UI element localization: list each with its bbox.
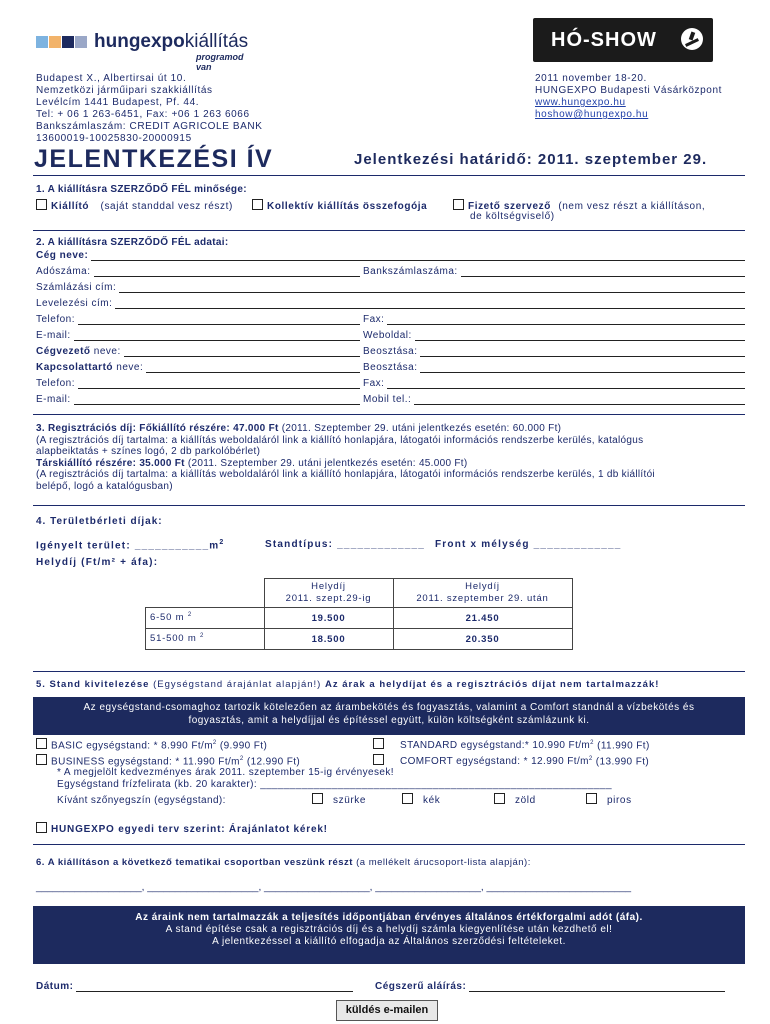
logo-squares-icon [36, 36, 92, 50]
business-checkbox[interactable] [36, 754, 47, 765]
beosztas-field[interactable] [363, 346, 745, 357]
address-line: Bankszámlaszám: CREDIT AGRICOLE BANK [36, 121, 263, 132]
carpet-zold: zöld [494, 793, 536, 807]
logo-text-a: hungexpo [94, 31, 185, 52]
section5-info-bar: Az egységstand-csomaghoz tartozik kötelezően az árambekötés és fogyasztás, valamint a Comfort standnál a vízbekötés és fogyasztás, amit a helydíjjal és építéssel együtt, külön költségként számlázunk ki. [33, 697, 745, 735]
event-venue: HUNGEXPO Budapesti Vásárközpont [535, 85, 723, 96]
col-header-early: Helydíj 2011. szept.29-ig [264, 579, 393, 608]
reg-fee-main-desc2: alapbeiktatás + színes logó, 2 db parkolóbérlet) [36, 446, 261, 457]
telefon2-field[interactable] [36, 378, 360, 389]
carpet-piros: piros [586, 793, 632, 807]
cegvezeto-suffix: neve: [93, 346, 121, 357]
szamlazasi-label: Számlázási cím: [36, 282, 117, 293]
front-melyseg-field[interactable] [435, 539, 622, 550]
cegvezeto-label: Cégvezető [36, 346, 91, 357]
kek-checkbox[interactable] [402, 793, 413, 804]
organizer-address [36, 73, 262, 145]
alairas-label: Cégszerű aláírás: [375, 981, 467, 992]
table-row: 6-50 m $^2$ 19.500 21.450 [146, 608, 573, 629]
address-line: Nemzetközi járműipari szakkiállítás [36, 85, 213, 96]
helydij-label: Helydíj (Ft/m² + áfa): [36, 557, 159, 568]
kapcsolattarto-field[interactable] [36, 362, 360, 373]
comfort-option: COMFORT egységstand: * 12.990 $Ft/m^2$ (13.990 Ft) [373, 753, 649, 768]
cegvezeto-field[interactable] [36, 346, 360, 357]
front-melyseg-label: Front x mélység _____________ [435, 539, 622, 550]
section1-heading: 1. A kiállításra SZERZŐDŐ FÉL minősége: [36, 184, 247, 195]
standtipus-field[interactable] [265, 539, 425, 550]
kollektiv-checkbox[interactable] [252, 199, 263, 210]
logo-text-b: kiállítás [184, 31, 249, 52]
email2-label: E-mail: [36, 394, 71, 405]
beosztas2-label: Beosztása: [363, 362, 418, 373]
reg-fee-co: Társkiállító részére: 35.000 Ft [36, 457, 185, 469]
reg-fee-main-late: (2011. Szeptember 29. utáni jelentkezés esetén: 60.000 Ft) [281, 423, 562, 434]
reg-fee-co-desc2: belépő, logó a katalógusban) [36, 480, 173, 492]
tematikai-fields[interactable]: ___________________, ____________________, ___________________, ___________________, __________________________ [36, 882, 632, 893]
page-title: JELENTKEZÉSI ÍV [34, 145, 274, 173]
egyedi-checkbox[interactable] [36, 822, 47, 833]
opt-kollektiv-label: Kollektív kiállítás összefogója [267, 201, 428, 212]
hoshow-logo [533, 18, 713, 62]
adoszam-field[interactable] [36, 266, 360, 277]
fax-label: Fax: [363, 314, 385, 325]
standard-option: STANDARD egységstand:* 10.990 $Ft/m^2$ (11.990 Ft) [373, 737, 650, 752]
basic-checkbox[interactable] [36, 738, 47, 749]
snowboarder-icon [681, 28, 703, 50]
helydij-table [145, 578, 573, 650]
ceg-field[interactable] [36, 250, 745, 261]
weboldal-label: Weboldal: [363, 330, 412, 341]
carpet-szurke: szürke [312, 793, 366, 807]
egyedi-option: HUNGEXPO egyedi terv szerint: Árajánlatot kérek! [36, 822, 328, 836]
hoshow-logo-text: HÓ-SHOW [551, 29, 657, 51]
igenyelt-terulet[interactable] [36, 539, 224, 551]
fax2-field[interactable] [363, 378, 745, 389]
carpet-kek: kék [402, 793, 440, 807]
fizeto-checkbox[interactable] [453, 199, 464, 210]
szamlazasi-field[interactable] [36, 282, 745, 293]
basic-option: BASIC egységstand: * 8.990 $Ft/m^2$ (9.990 Ft) [36, 737, 267, 752]
event-date: 2011 november 18-20. [535, 73, 647, 84]
standard-checkbox[interactable] [373, 738, 384, 749]
mobil-field[interactable] [363, 394, 745, 405]
section3 [36, 423, 748, 492]
event-email-link[interactable]: hoshow@hungexpo.hu [535, 109, 649, 120]
levelezesi-field[interactable] [36, 298, 745, 309]
section4-heading: 4. Területbérleti díjak: [36, 516, 163, 527]
ceg-label: Cég neve: [36, 250, 89, 261]
address-line: Levélcím 1441 Budapest, Pf. 44. [36, 97, 200, 108]
szurke-checkbox[interactable] [312, 793, 323, 804]
address-line: 13600019-10025830-20000915 [36, 133, 192, 144]
deadline: Jelentkezési határidő: 2011. szeptember 29. [354, 151, 708, 168]
email-field[interactable] [36, 330, 360, 341]
opt-kiallito-note: (saját standdal vesz részt) [100, 201, 233, 212]
zold-checkbox[interactable] [494, 793, 505, 804]
levelezesi-label: Levelezési cím: [36, 298, 113, 309]
reg-fee-main-desc: (A regisztrációs díj tartalma: a kiállítás weboldaláról link a kiállító honlapjára, látogatói információs rendszerbe kerülés, katalógus [36, 434, 644, 446]
bankszamla-label: Bankszámlaszáma: [363, 266, 458, 277]
opt-fizeto-note: (nem vesz részt a kiállításon, [558, 201, 706, 212]
telefon2-label: Telefon: [36, 378, 76, 389]
kapcsolattarto-label: Kapcsolattartó [36, 362, 114, 373]
discount-note: * A megjelölt kedvezményes árak 2011. szeptember 15-ig érvényesek! [57, 767, 394, 778]
piros-checkbox[interactable] [586, 793, 597, 804]
fax2-label: Fax: [363, 378, 385, 389]
mobil-label: Mobil tel.: [363, 394, 412, 405]
table-row: 51-500 m $^2$ 18.500 20.350 [146, 629, 573, 650]
kapcsolattarto-suffix: neve: [116, 362, 144, 373]
opt-fizeto-note2: de költségviselő) [470, 211, 555, 222]
opt-kiallito-label: Kiállító [51, 201, 90, 212]
kiallito-checkbox[interactable] [36, 199, 47, 210]
datum-field[interactable] [36, 981, 353, 992]
address-line: Budapest X., Albertirsai út 10. [36, 73, 187, 84]
carpet-label: Kívánt szőnyegszín (egységstand): [57, 795, 226, 806]
event-info [535, 73, 722, 121]
telefon-label: Telefon: [36, 314, 76, 325]
kollektiv-option [252, 199, 427, 213]
email-label: E-mail: [36, 330, 71, 341]
email2-field[interactable] [36, 394, 360, 405]
send-email-button[interactable]: küldés e-mailen [336, 1000, 438, 1021]
sup2: 2 [219, 539, 225, 546]
adoszam-label: Adószáma: [36, 266, 91, 277]
section6-heading: 6. A kiállításon a következő tematikai csoportban veszünk részt (a mellékelt árucsoport-lista alapján): [36, 857, 531, 868]
section5-heading: 5. Stand kivitelezése (Egységstand árajánlat alapján!) Az árak a helydíjat és a regisztrációs díjat nem tartalmazzák! [36, 679, 660, 690]
telefon-field[interactable] [36, 314, 360, 325]
event-web-link[interactable]: www.hungexpo.hu [535, 97, 626, 108]
reg-fee-co-desc: (A regisztrációs díj tartalma: a kiállítás weboldaláról link a kiállító honlapjára, látogatói információs rendszerbe kerülés, 1 db kiállítói [36, 469, 655, 480]
section2-heading: 2. A kiállításra SZERZŐDŐ FÉL adatai: [36, 237, 229, 248]
weboldal-field[interactable] [363, 330, 745, 341]
footer-bar: Az áraink nem tartalmazzák a teljesítés időpontjában érvényes általános értékforgalmi adót (áfa). A stand építése csak a regisztrációs díj és a helydíj számla kiegyenlítése után kezdhető el! A jelentkezéssel a kiállító elfogadja az Általános szerződési feltételeket. [33, 906, 745, 964]
alairas-field[interactable] [375, 981, 725, 992]
comfort-checkbox[interactable] [373, 754, 384, 765]
beosztas-label: Beosztása: [363, 346, 418, 357]
col-header-late: Helydíj 2011. szeptember 29. után [393, 579, 572, 608]
standtipus-label: Standtípus: _____________ [265, 539, 426, 550]
datum-label: Dátum: [36, 981, 74, 992]
business-option: BUSINESS egységstand: * 11.990 $Ft/m^2$ (12.990 Ft) [36, 753, 300, 768]
beosztas2-field[interactable] [363, 362, 745, 373]
opt-fizeto-label: Fizető szervező [468, 201, 551, 212]
friz-felirat-field[interactable]: Egységstand frízfelirata (kb. 20 karakter): ___________________________________________________________ [57, 779, 612, 790]
reg-fee-co-late: (2011. Szeptember 29. utáni jelentkezés esetén: 45.000 Ft) [187, 457, 468, 469]
logo-tagline: programod van [196, 52, 244, 72]
reg-fee-main: 3. Regisztrációs díj: Főkiállító részére: 47.000 Ft [36, 423, 279, 434]
address-line: Tel: + 06 1 263-6451, Fax: +06 1 263 6066 [36, 109, 250, 120]
igenyelt-label: Igényelt terület: ___________m [36, 540, 220, 552]
bankszamla-field[interactable] [363, 266, 745, 277]
hungexpo-logo [36, 30, 256, 70]
fax-field[interactable] [363, 314, 745, 325]
